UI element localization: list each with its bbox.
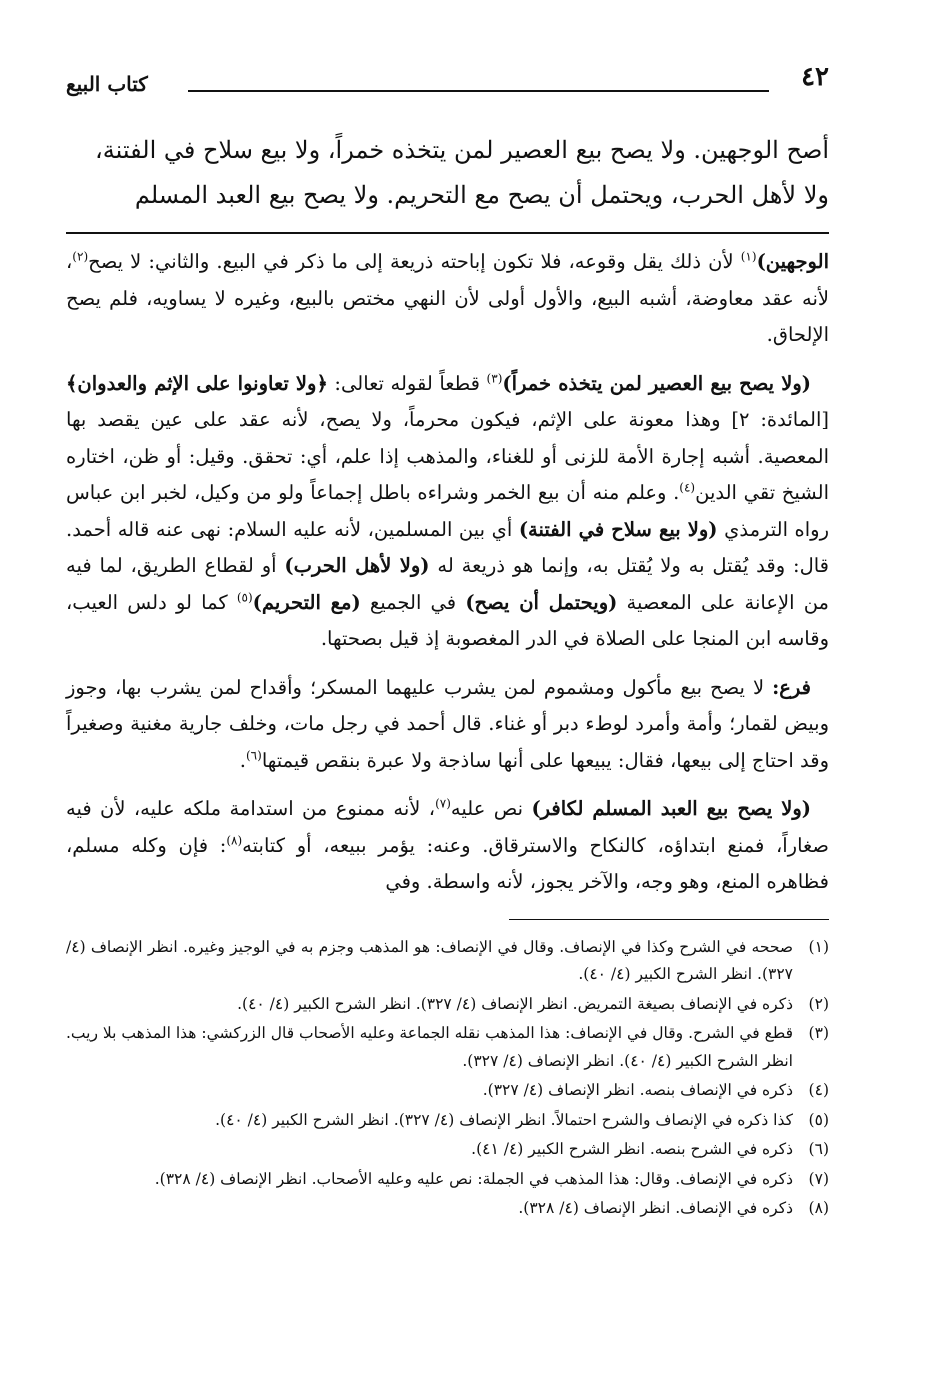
footnote-text: ذكره في الإنصاف بنصه. انظر الإنصاف (٤/ ٣٢٧). — [482, 1081, 793, 1099]
bold-phrase: (مع التحريم) — [252, 590, 361, 614]
footnote — [66, 1166, 829, 1194]
paragraph-text: أو لقطاع الطريق، لما فيه من الإعانة على المعصية — [66, 554, 829, 614]
footnote-ref: (٤) — [679, 480, 696, 495]
paragraph-text: قطعاً لقوله تعالى: — [327, 371, 487, 395]
footnote-number: (٦) — [808, 1140, 829, 1158]
footnote-number: (٢) — [808, 994, 829, 1013]
matn-line: ولا لأهل الحرب، ويحتمل أن يصح مع التحريم. ولا يصح بيع العبد المسلم — [134, 181, 829, 209]
paragraph-text: ، لأنه ممنوع من استدامة ملكه عليه، لأن فيه صغاراً، فمنع ابتداؤه، كالنكاح والاسترقاق. وعنه: يؤمر ببيعه، أو كتابته — [66, 797, 829, 857]
footnote — [66, 991, 829, 1019]
footnote — [66, 934, 829, 989]
footnote-text: ذكره في الإنصاف. انظر الإنصاف (٤/ ٣٢٨). — [518, 1199, 793, 1217]
footnote-number: (٧) — [808, 1169, 829, 1188]
footnote-ref: (٦) — [245, 748, 262, 762]
footnote-number: (٨) — [808, 1199, 829, 1217]
footnote-number: (٥) — [808, 1110, 829, 1129]
footnote-ref: (٧) — [435, 796, 451, 811]
bold-phrase: (ولا يصح بيع العصير لمن يتخذه خمراً) — [502, 371, 811, 395]
bold-phrase: فرع: — [772, 675, 811, 699]
commentary-paragraph — [66, 244, 829, 354]
book-page — [66, 50, 829, 1225]
paragraph-text: [المائدة: ٢] وهذا معونة على الإثم، فيكون محرماً، ولا يصح، لأنه عقد على عين يقصد بها المعصية. أشبه إجارة الأمة للزنى أو للغناء، والمذهب إذا علم، أي: تحقق. وقيل: أو ظن، اختاره الشيخ تقي الدين — [66, 408, 829, 504]
footnote-text: كذا ذكره في الإنصاف والشرح احتمالاً. انظر الإنصاف (٤/ ٣٢٧). انظر الشرح الكبير (٤/ ٤٠). — [215, 1110, 793, 1129]
matn-text — [66, 128, 829, 218]
bold-phrase: (ويحتمل أن يصح) — [465, 590, 618, 614]
footnote-ref: (٢) — [72, 249, 89, 264]
footnote-ref: (١) — [740, 249, 757, 264]
footnote-text: صححه في الشرح وكذا في الإنصاف. وقال في الإنصاف: هو المذهب وجزم به في الوجيز وغيره. انظر الإنصاف (٤/ ٣٢٧). انظر الشرح الكبير (٤/ ٤٠). — [66, 937, 793, 983]
commentary-paragraph — [66, 670, 829, 780]
paragraph-text: لا يصح بيع مأكول ومشموم لمن يشرب عليهما المسكر؛ وأقداح لمن يشرب بها، وجوز وبيض لقمار؛ وأمة وأمرد لوطء دبر أو غناء. قال أحمد في رجل مات، وخلف جارية مغنية وصغيراً وقد احتاج إلى بيعها، فقال: يبيعها على أنها ساذجة ولا عبرة بنقص قيمتها — [66, 675, 829, 772]
page-number: ٤٢ — [801, 62, 829, 92]
commentary-paragraph — [66, 366, 829, 658]
footnote-ref: (٣) — [486, 371, 503, 385]
paragraph-text: أي بين المسلمين، لأنه عليه السلام: نهى عنه قاله أحمد. قال: وقد يُقتل به ولا يُقتل به، وإنما هو ذريعة له — [66, 517, 829, 577]
footnote-ref: (٥) — [236, 590, 253, 604]
bold-phrase: (ولا بيع سلاح في الفتنة) — [518, 517, 718, 541]
footnote — [66, 1077, 829, 1105]
footnote — [66, 1136, 829, 1164]
paragraph-text: في الجميع — [360, 590, 466, 614]
commentary-paragraph — [66, 791, 829, 901]
footnote-number: (٣) — [808, 1024, 829, 1042]
paragraph-text: نص عليه — [450, 797, 532, 820]
bold-phrase: الوجهين) — [756, 250, 829, 273]
bold-phrase: (ولا لأهل الحرب) — [284, 554, 430, 577]
footnote-text: ذكره في الإنصاف بصيغة التمريض. انظر الإنصاف (٤/ ٣٢٧). انظر الشرح الكبير (٤/ ٤٠). — [237, 994, 793, 1013]
footnote — [66, 1195, 829, 1223]
footnote-text: ذكره في الشرح بنصه. انظر الشرح الكبير (٤/ ٤١). — [471, 1140, 793, 1158]
paragraph-text: : فإن وكله مسلم، فظاهره المنع، وهو وجه، والآخر يجوز، لأنه واسطة. وفي — [66, 833, 829, 893]
footnote-number: (١) — [808, 937, 829, 956]
footnote-text: قطع في الشرح. وقال في الإنصاف: هذا المذهب نقله الجماعة وعليه الأصحاب قال الزركشي: هذا المذهب بلا ريب. انظر الشرح الكبير (٤/ ٤٠). انظر الإنصاف (٤/ ٣٢٧). — [66, 1024, 793, 1070]
footnote-text: ذكره في الإنصاف. وقال: هذا المذهب في الجملة: نص عليه وعليه الأصحاب. انظر الإنصاف (٤/ ٣٢٨). — [154, 1169, 793, 1188]
matn-divider — [66, 232, 829, 234]
footnote-ref: (٨) — [226, 833, 243, 847]
matn-line: أصح الوجهين. ولا يصح بيع العصير لمن يتخذه خمراً، ولا بيع سلاح في الفتنة، — [95, 136, 829, 164]
header-rule — [188, 90, 769, 92]
quran-quote: ﴿ولا تعاونوا على الإثم والعدوان﴾ — [66, 371, 328, 395]
chapter-title: كتاب البيع — [66, 72, 148, 96]
footnote-number: (٤) — [808, 1081, 829, 1099]
paragraph-text: ، لأنه عقد معاوضة، أشبه البيع، والأول أولى لأن النهي مختص بالبيع، وغيره لا يساويه، فلم يصح الإلحاق. — [66, 250, 829, 346]
footnote-divider — [509, 919, 829, 920]
running-header — [66, 50, 829, 96]
paragraph-text: . — [239, 748, 246, 772]
footnote — [66, 1107, 829, 1135]
footnote — [66, 1020, 829, 1075]
commentary — [66, 244, 829, 901]
paragraph-text: كما لو دلس العيب، وقاسه ابن المنجا على الصلاة في الدر المغصوبة إذ قيل بصحتها. — [66, 590, 829, 650]
paragraph-text: لأن ذلك يقل وقوعه، فلا تكون إباحته ذريعة إلى ما ذكر في البيع. والثاني: لا يصح — [88, 250, 741, 273]
bold-phrase: (ولا يصح بيع العبد المسلم لكافر) — [531, 797, 811, 820]
footnotes — [66, 934, 829, 1223]
paragraph-text: . وعلم منه أن بيع الخمر وشراءه باطل إجماعاً ولو من وكيل، لخبر ابن عباس رواه الترمذي — [66, 481, 830, 541]
